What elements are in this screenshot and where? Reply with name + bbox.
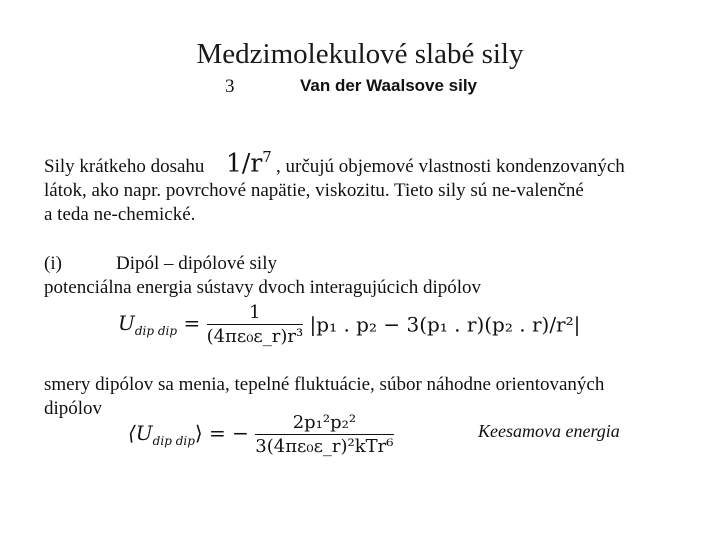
paragraph3-line-1: smery dipólov sa menia, tepelné fluktuácie, súbor náhodne orientovaných [44,374,605,395]
dipole-dipole-equation [118,302,580,347]
eq1-fraction [207,302,304,347]
intro-text-start: Sily krátkeho dosahu [44,156,205,177]
eq1-rhs: |p₁ . p₂ − 3(p₁ . r)(p₂ . r)/r²| [309,312,581,337]
intro-line-2: látok, ako napr. povrchové napätie, viskozitu. Tieto sily sú ne-valenčné [44,180,584,201]
item-heading: Dipól – dipólové sily [116,253,277,274]
formula-exponent: 7 [262,148,272,166]
eq1-lhs: $U_{dip dip}$ [118,311,178,338]
formula-base: 1/r [226,148,263,178]
eq1-numerator: 1 [207,302,304,325]
paragraph3-line-2: dipólov [44,398,103,419]
slide-title: Medzimolekulové slabé sily [196,38,524,70]
item-number: (i) [44,253,62,274]
eq1-equals: = [183,311,201,335]
intro-line-3: a teda ne-chemické. [44,204,196,225]
inverse-r7-formula [226,148,272,177]
eq1-denominator: (4πε₀ε_r)r³ [206,326,304,347]
keesom-energy-label: Keesamova energia [478,421,620,441]
section-number: 3 [225,76,235,97]
eq2-fraction [255,412,393,457]
item-description: potenciálna energia sústavy dvoch interagujúcich dipólov [44,277,482,298]
section-title: Van der Waalsove sily [300,76,478,95]
intro-text-end: , určujú objemové vlastnosti kondenzovaných [276,156,625,177]
keesom-equation [128,412,394,457]
eq2-lhs: $⟨U_{dip dip}⟩$ = − [128,421,249,448]
eq2-denominator: 3(4πε₀ε_r)²kTr⁶ [255,436,394,457]
eq2-numerator: 2p₁²p₂² [255,412,393,435]
